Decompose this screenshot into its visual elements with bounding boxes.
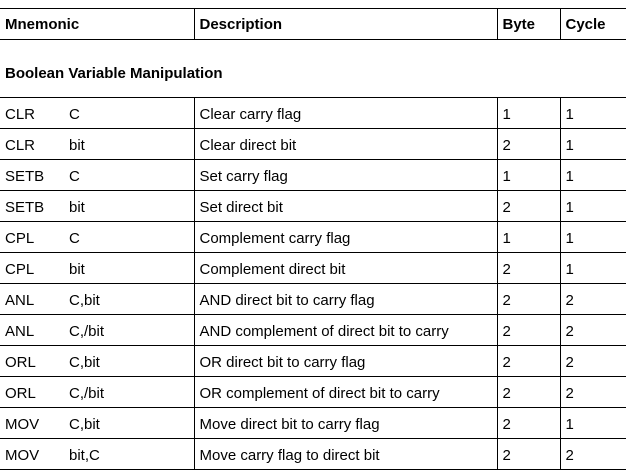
mnemonic-op: SETB [5,167,45,185]
header-table [0,8,626,40]
mnemonic-op: ORL [5,384,36,402]
table-row [0,253,626,284]
mnemonic-cell [0,408,194,439]
byte-cell: 2 [497,129,560,160]
byte-cell: 2 [497,191,560,222]
table-row [0,191,626,222]
mnemonic-op: CPL [5,260,35,278]
table-row [0,129,626,160]
table-row [0,408,626,439]
instruction-table [0,97,626,470]
cycle-cell: 1 [560,253,626,284]
description-cell: Complement direct bit [194,253,497,284]
byte-cell: 2 [497,346,560,377]
mnemonic-op: ANL [5,291,35,309]
cycle-cell: 1 [560,160,626,191]
description-cell: AND direct bit to carry flag [194,284,497,315]
description-cell: Move carry flag to direct bit [194,439,497,470]
cycle-cell: 1 [560,129,626,160]
mnemonic-cell [0,315,194,346]
table-row [0,346,626,377]
byte-cell: 2 [497,408,560,439]
description-cell: Clear direct bit [194,129,497,160]
mnemonic-cell [0,284,194,315]
section-title: Boolean Variable Manipulation [5,65,223,82]
mnemonic-cell [0,191,194,222]
cycle-cell: 2 [560,346,626,377]
description-cell: Set direct bit [194,191,497,222]
mnemonic-operand: C,bit [69,353,100,371]
header-mnemonic: Mnemonic [0,9,194,40]
mnemonic-op: CLR [5,136,36,154]
mnemonic-operand: bit [69,260,85,278]
table-row [0,98,626,129]
mnemonic-operand: C [69,167,80,185]
mnemonic-operand: C [69,105,80,123]
mnemonic-cell [0,377,194,408]
cycle-cell: 1 [560,222,626,253]
byte-cell: 1 [497,98,560,129]
header-byte: Byte [497,9,560,40]
mnemonic-op: CPL [5,229,35,247]
table-row [0,439,626,470]
mnemonic-op: SETB [5,198,45,216]
instruction-rows [0,98,626,470]
cycle-cell: 2 [560,439,626,470]
byte-cell: 2 [497,284,560,315]
mnemonic-operand: C,bit [69,291,100,309]
byte-cell: 2 [497,439,560,470]
byte-cell: 1 [497,160,560,191]
byte-cell: 1 [497,222,560,253]
description-cell: Set carry flag [194,160,497,191]
mnemonic-cell [0,160,194,191]
cycle-cell: 1 [560,98,626,129]
cycle-cell: 1 [560,191,626,222]
table-row [0,284,626,315]
mnemonic-operand: bit [69,136,85,154]
mnemonic-cell [0,222,194,253]
description-cell: OR direct bit to carry flag [194,346,497,377]
table-row [0,160,626,191]
mnemonic-op: MOV [5,415,40,433]
mnemonic-op: ORL [5,353,36,371]
mnemonic-op: MOV [5,446,40,464]
description-cell: Complement carry flag [194,222,497,253]
mnemonic-operand: C,/bit [69,322,105,340]
mnemonic-cell [0,346,194,377]
byte-cell: 2 [497,377,560,408]
cycle-cell: 1 [560,408,626,439]
header-description: Description [194,9,497,40]
byte-cell: 2 [497,315,560,346]
mnemonic-op: ANL [5,322,35,340]
mnemonic-cell [0,439,194,470]
description-cell: Move direct bit to carry flag [194,408,497,439]
mnemonic-op: CLR [5,105,36,123]
mnemonic-cell [0,129,194,160]
table-row [0,315,626,346]
header-cycle: Cycle [560,9,626,40]
description-cell: AND complement of direct bit to carry [194,315,497,346]
header-row [0,9,626,40]
cycle-cell: 2 [560,315,626,346]
description-cell: Clear carry flag [194,98,497,129]
mnemonic-operand: C [69,229,80,247]
description-cell: OR complement of direct bit to carry [194,377,497,408]
mnemonic-operand: bit [69,198,85,216]
mnemonic-operand: C,/bit [69,384,105,402]
mnemonic-cell [0,98,194,129]
table-row [0,222,626,253]
table-row [0,377,626,408]
cycle-cell: 2 [560,377,626,408]
mnemonic-cell [0,253,194,284]
byte-cell: 2 [497,253,560,284]
mnemonic-operand: bit,C [69,446,100,464]
cycle-cell: 2 [560,284,626,315]
mnemonic-operand: C,bit [69,415,100,433]
